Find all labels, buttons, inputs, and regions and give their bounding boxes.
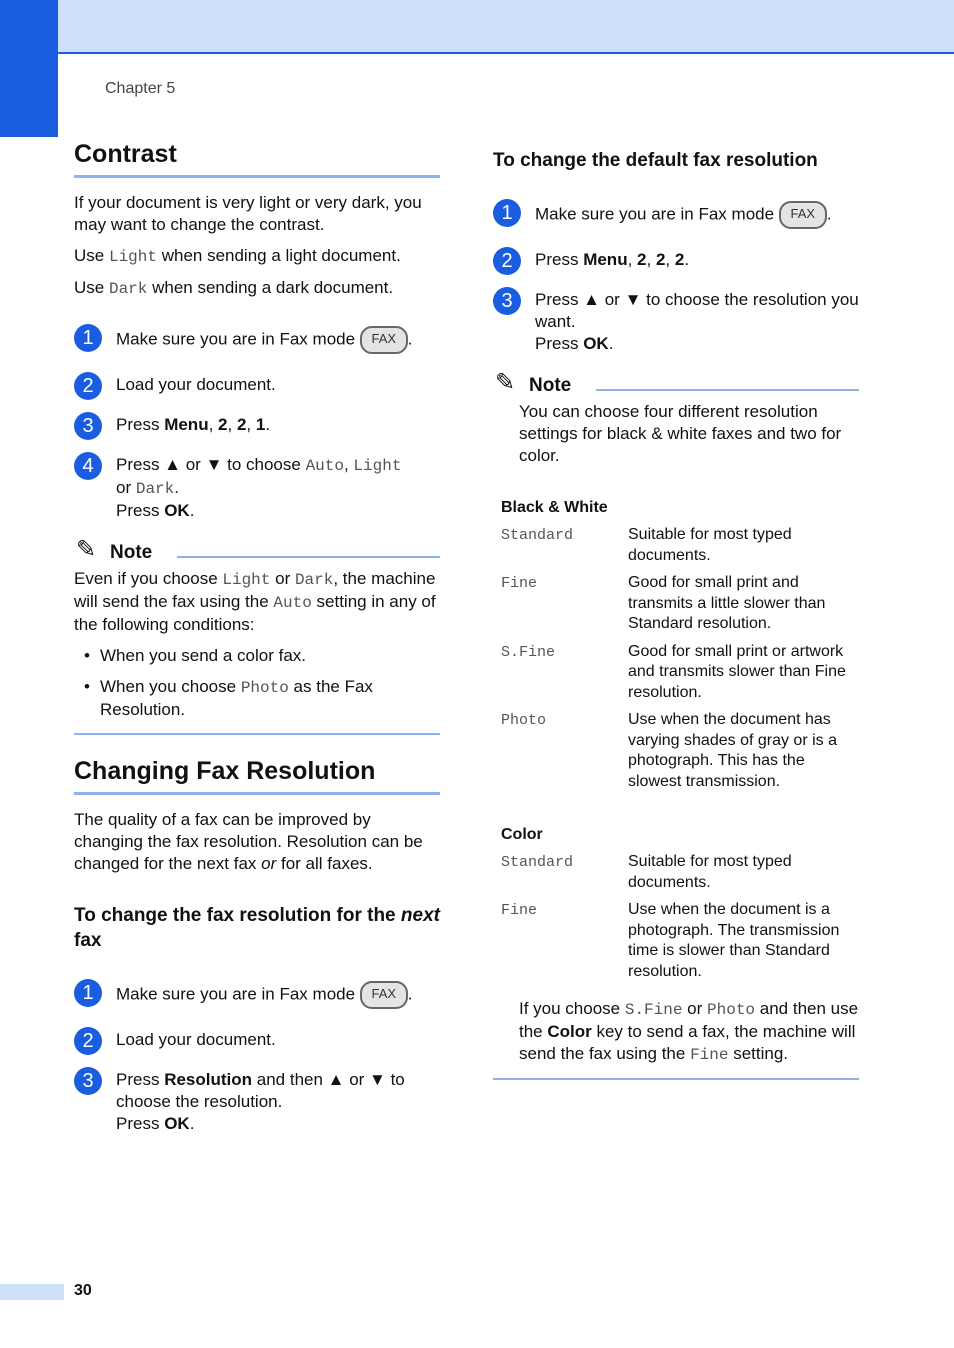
page-number: 30 <box>74 1282 92 1299</box>
note-pencil-icon: ✎ <box>76 536 97 563</box>
default-note-text: You can choose four different resolution settings for black & white faxes and two for color. <box>519 402 842 465</box>
contrast-step-1: 1 Make sure you are in Fax mode FAX . <box>74 326 440 354</box>
default-res-heading: To change the default fax resolution <box>493 150 818 171</box>
step-number-1: 1 <box>74 324 102 352</box>
contrast-step-2: 2 Load your document. <box>74 374 440 396</box>
left-column <box>74 140 440 1135</box>
contrast-step-4: 4 Press ▲ or ▼ to choose Auto, Light or Dark. Press OK. <box>74 454 440 522</box>
color-row: Standard Suitable for most typed documents. <box>501 853 792 891</box>
bw-row: Fine Good for small print and transmits a little slower than Standard resolution. <box>501 574 826 632</box>
right-column <box>493 140 859 1080</box>
header-bar <box>0 0 954 54</box>
contrast-note-text: Even if you choose Light or Dark, the machine will send the fax using the Auto setting in any of the following conditions: <box>74 569 436 634</box>
bw-row: S.Fine Good for small print or artwork and transmits slower than Fine resolution. <box>501 642 846 701</box>
use-dark-line: Use Dark when sending a dark document. <box>74 278 394 298</box>
default-step-2: 2 Press Menu, 2, 2, 2. <box>493 249 859 271</box>
chapter-tab <box>0 0 58 137</box>
next-step-1: 1 Make sure you are in Fax mode FAX . <box>74 981 440 1009</box>
contrast-step-3: 3 Press Menu, 2, 2, 1. <box>74 414 440 436</box>
bw-row: Photo Use when the document has varying shades of gray or is a photograph. This has the slowest transmission. <box>501 711 837 790</box>
default-step-3: 3 Press ▲ or ▼ to choose the resolution you want. Press OK. <box>493 289 859 355</box>
changing-intro: The quality of a fax can be improved by changing the fax resolution. Resolution can be changed for the next fax or for all faxes. <box>74 810 423 873</box>
changing-heading: Changing Fax Resolution <box>74 757 440 795</box>
bw-table-heading: Black & White <box>501 499 608 516</box>
contrast-note-header: ✎ Note <box>74 536 440 568</box>
next-step-2: 2 Load your document. <box>74 1029 440 1051</box>
note-bullet-2: • When you choose Photo as the Fax Resolution. <box>74 676 440 721</box>
color-table-heading: Color <box>501 826 543 843</box>
note-bullet-1: • When you send a color fax. <box>74 645 440 667</box>
default-note-header: ✎ Note <box>493 369 859 401</box>
note-end-divider <box>493 1078 859 1080</box>
note-pencil-icon: ✎ <box>495 369 516 396</box>
contrast-intro: If your document is very light or very dark, you may want to change the contrast. <box>74 193 422 234</box>
color-note-text: If you choose S.Fine or Photo and then use the Color key to send a fax, the machine will send the fax using the Fine setting. <box>519 999 859 1064</box>
next-fax-heading: To change the fax resolution for the next fax <box>74 905 440 951</box>
color-row: Fine Use when the document is a photograph. The transmission time is slower than Standard resolution. <box>501 901 840 980</box>
contrast-heading: Contrast <box>74 140 440 178</box>
fax-mode-icon: FAX <box>360 981 408 1009</box>
chapter-label: Chapter 5 <box>105 80 176 97</box>
bw-row: Standard Suitable for most typed documents. <box>501 526 792 564</box>
use-light-line: Use Light when sending a light document. <box>74 246 401 266</box>
fax-mode-icon: FAX <box>360 326 408 354</box>
fax-mode-icon: FAX <box>779 201 827 229</box>
default-step-1: 1 Make sure you are in Fax mode FAX . <box>493 201 859 229</box>
next-step-3: 3 Press Resolution and then ▲ or ▼ to choose the resolution. Press OK. <box>74 1069 440 1135</box>
footer-bar <box>0 1284 64 1300</box>
